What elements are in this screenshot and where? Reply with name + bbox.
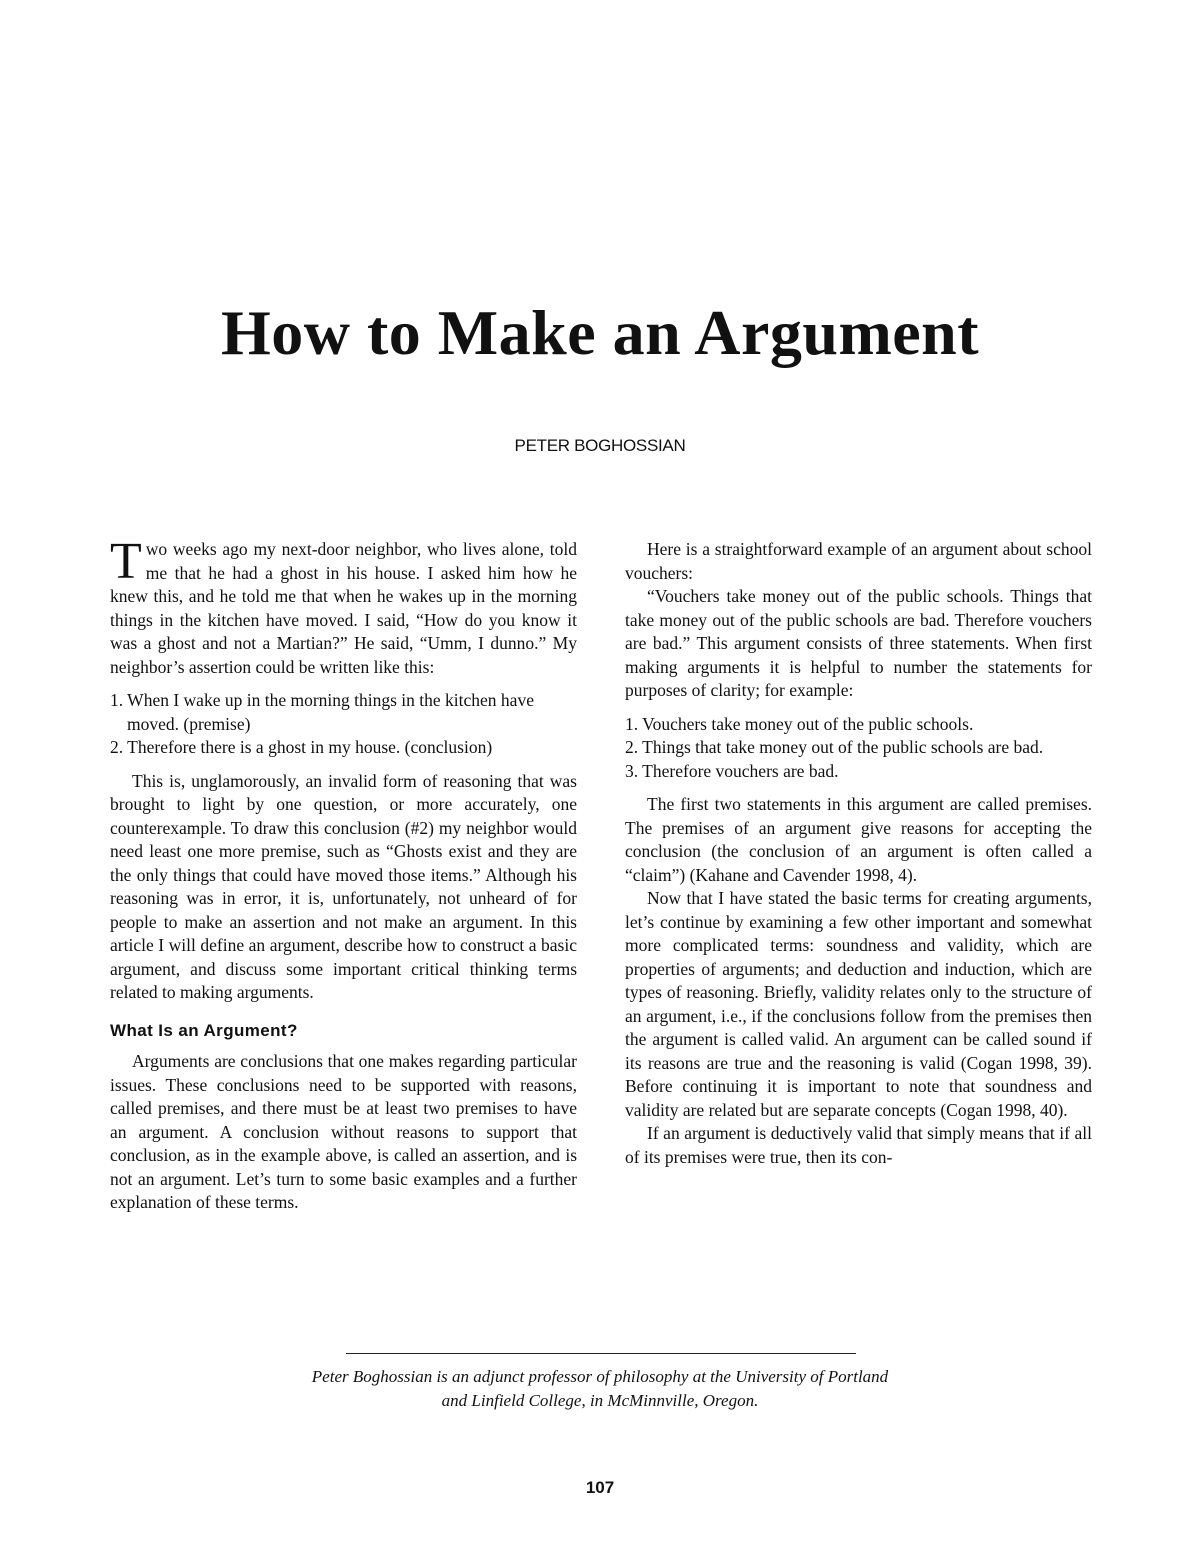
list-item: 2. Things that take money out of the public schools are bad.: [625, 737, 1044, 757]
left-column: [110, 533, 577, 1225]
drop-cap: T: [110, 533, 142, 590]
list-item: 1. When I wake up in the morning things in the kitchen have moved. (premise): [110, 690, 534, 734]
list-item: 2. Therefore there is a ghost in my house. (conclusion): [110, 737, 493, 757]
intro-text: wo weeks ago my next-door neighbor, who lives alone, told me that he had a ghost in his house. I asked him how he knew this, and he told me that when he wakes up in the morning things in the kitchen have moved. I said, “How do you know it was a ghost and not a Martian?” He said, “Umm, I dunno.” My neighbor’s assertion could be written like this:: [110, 539, 577, 677]
body-paragraph: This is, unglamorously, an invalid form of reasoning that was brought to light by one question, or more accurately, one counterexample. To draw this conclusion (#2) my neighbor would need least one more premise, such as “Ghosts exist and they are the only things that could have moved those items.” Although his reasoning was in error, it is, unfortunately, not unheard of for people to make an assertion and not make an argument. In this article I will define an argument, describe how to construct a basic argument, and discuss some important critical thinking terms related to making arguments.: [110, 770, 577, 1002]
author-footnote: [0, 1365, 1200, 1413]
voucher-argument-list: [625, 713, 1092, 784]
body-paragraph: Arguments are conclusions that one makes regarding particular issues. These conclusions need to be supported with reasons, called premises, and there must be at least two premises to have an argument. A conclusion without reasons to support that conclusion, as in the example above, is called an assertion, and is not an argument. Let’s turn to some basic examples and a further explanation of these terms.: [110, 1051, 577, 1212]
intro-paragraph: [110, 533, 577, 679]
list-item: 1. Vouchers take money out of the public schools.: [625, 713, 974, 734]
body-paragraph: Now that I have stated the basic terms for creating arguments, let’s continue by examining a few other important and somewhat more complicated terms: soundness and validity, which are properties of arguments; and deduction and induction, which are types of reasoning. Briefly, validity relates only to the structure of an argument, i.e., if the conclusions follow from the premises then the argument is called valid. An argument can be called sound if its reasons are true and the reasoning is valid (Cogan 1998, 39). Before continuing it is important to note that soundness and validity are related but are separate concepts (Cogan 1998, 40).: [625, 888, 1092, 1120]
author-byline: PETER BOGHOSSIAN: [514, 436, 686, 455]
body-paragraph: The first two statements in this argument are called premises. The premises of an argument give reasons for accepting the conclusion (the conclusion of an argument is often called a “claim”) (Kahane and Cavender 1998, 4).: [625, 794, 1092, 885]
footnote-line: Peter Boghossian is an adjunct professor of philosophy at the University of Portland: [311, 1367, 889, 1386]
body-paragraph: Here is a straightforward example of an argument about school vouchers:: [625, 539, 1092, 583]
right-column: [625, 538, 1092, 1169]
body-paragraph: “Vouchers take money out of the public schools. Things that take money out of the public schools are bad. Therefore vouchers are bad.” This argument consists of three statements. When first making arguments it is helpful to number the statements for purposes of clarity; for example:: [625, 586, 1092, 700]
body-paragraph: If an argument is deductively valid that simply means that if all of its premises were true, then its con-: [625, 1123, 1092, 1167]
footnote-divider: [346, 1353, 856, 1354]
page-number: 107: [585, 1478, 615, 1497]
article-title: How to Make an Argument: [220, 297, 980, 368]
section-heading: What Is an Argument?: [110, 1020, 298, 1040]
footnote-line: and Linfield College, in McMinnville, Oregon.: [441, 1391, 759, 1410]
ghost-argument-list: [110, 689, 577, 760]
list-item: 3. Therefore vouchers are bad.: [625, 760, 839, 781]
